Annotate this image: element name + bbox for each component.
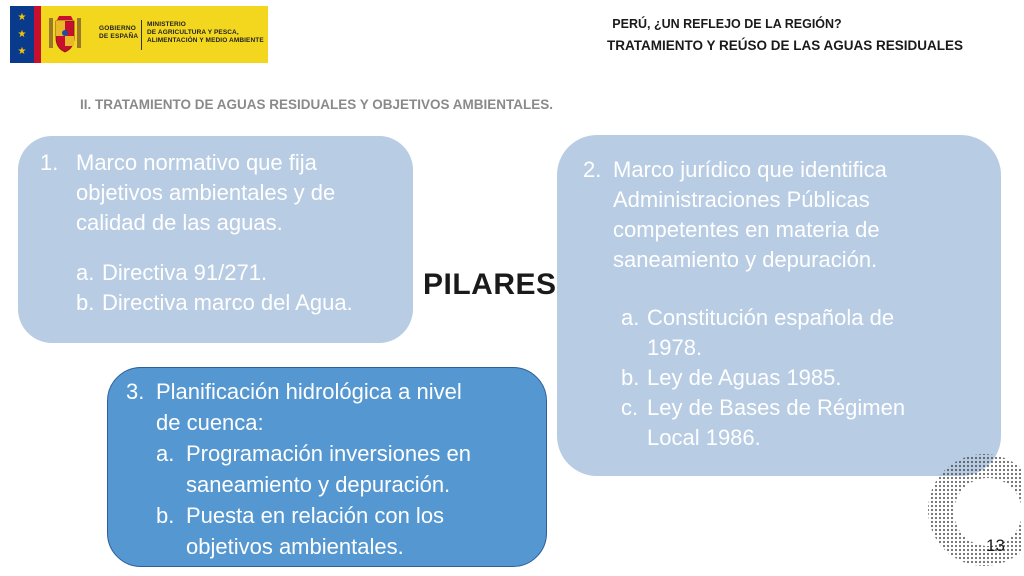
list-item	[583, 363, 991, 393]
eu-flag-strip	[10, 6, 34, 63]
star-icon: ★	[17, 45, 27, 57]
list-marker: a.	[76, 260, 95, 285]
pillar-1-line: objetivos ambientales y de	[76, 180, 336, 205]
list-marker: a.	[621, 305, 640, 330]
list-item-continuation: Local 1986.	[647, 425, 761, 450]
logo-org-line: GOBIERNO	[99, 25, 136, 32]
header-title-line1: PERÚ, ¿UN REFLEJO DE LA REGIÓN?	[612, 17, 842, 31]
logo-org-line: DE ESPAÑA	[99, 33, 139, 40]
pillar-2-line: competentes en materia de	[613, 217, 880, 242]
pillar-1-line: Marco normativo que fija	[76, 150, 317, 175]
logo-ministry-line: DE AGRICULTURA Y PESCA,	[147, 29, 239, 36]
list-item-text: Directiva marco del Agua.	[102, 290, 353, 315]
section-heading: II. TRATAMIENTO DE AGUAS RESIDUALES Y OBJETIVOS AMBIENTALES.	[80, 97, 554, 112]
logo-ministry-text	[147, 21, 264, 45]
star-icon: ★	[17, 11, 27, 23]
pillar-box-1	[18, 136, 413, 343]
page-number: 13	[986, 536, 1005, 555]
pillar-3-line: de cuenca:	[156, 410, 264, 435]
logo-divider	[141, 20, 142, 50]
list-item-text: Directiva 91/271.	[102, 260, 268, 285]
list-marker: c.	[621, 395, 639, 420]
logo-yellow-band	[41, 6, 268, 63]
list-item	[38, 258, 403, 288]
spacer	[38, 238, 403, 258]
list-item	[126, 500, 536, 531]
pillar-3-heading-row	[126, 376, 536, 407]
pillar-box-2	[557, 135, 1001, 476]
list-item	[38, 288, 403, 318]
list-number: 2.	[583, 157, 602, 182]
list-item-continuation: 1978.	[647, 335, 703, 360]
spacer	[583, 275, 991, 303]
list-item-text: Puesta en relación con los	[186, 503, 445, 528]
list-item-text: Constitución española de	[647, 305, 895, 330]
list-item	[583, 393, 991, 423]
pillar-2-line: saneamiento y depuración.	[613, 247, 878, 272]
list-item-continuation: saneamiento y depuración.	[186, 472, 451, 497]
pillar-1-line: calidad de las aguas.	[76, 210, 283, 235]
list-marker: a.	[156, 441, 175, 466]
list-item	[583, 303, 991, 333]
list-marker: b.	[621, 365, 640, 390]
pillar-2-line: Marco jurídico que identifica	[613, 157, 887, 182]
header-title-line2: TRATAMIENTO Y REÚSO DE LAS AGUAS RESIDUALES	[606, 38, 964, 53]
logo-ministry-line: ALIMENTACIÓN Y MEDIO AMBIENTE	[147, 37, 264, 44]
pilares-label: PILARES	[423, 268, 557, 301]
list-number: 1.	[40, 150, 59, 175]
list-marker: b.	[156, 503, 175, 528]
pillar-box-3	[107, 367, 547, 567]
pillar-2-heading-row	[583, 155, 991, 185]
decorative-circle-icon	[926, 448, 1022, 568]
logo-org-text	[99, 25, 138, 41]
logo-red-bar	[34, 6, 41, 63]
list-item-text: Programación inversiones en	[186, 441, 471, 466]
list-item-continuation: objetivos ambientales.	[186, 534, 404, 559]
star-icon: ★	[17, 28, 27, 40]
pillar-2-line: Administraciones Públicas	[613, 187, 870, 212]
government-logo	[10, 6, 268, 63]
list-marker: b.	[76, 290, 95, 315]
pillar-3-line: Planificación hidrológica a nivel	[156, 379, 462, 404]
logo-ministry-line: MINISTERIO	[147, 21, 186, 28]
list-item-text: Ley de Aguas 1985.	[647, 365, 842, 390]
pillar-1-heading-row	[38, 148, 403, 178]
coat-of-arms-icon	[47, 12, 83, 56]
list-item	[126, 438, 536, 469]
list-item-text: Ley de Bases de Régimen	[647, 395, 906, 420]
list-number: 3.	[126, 379, 145, 404]
